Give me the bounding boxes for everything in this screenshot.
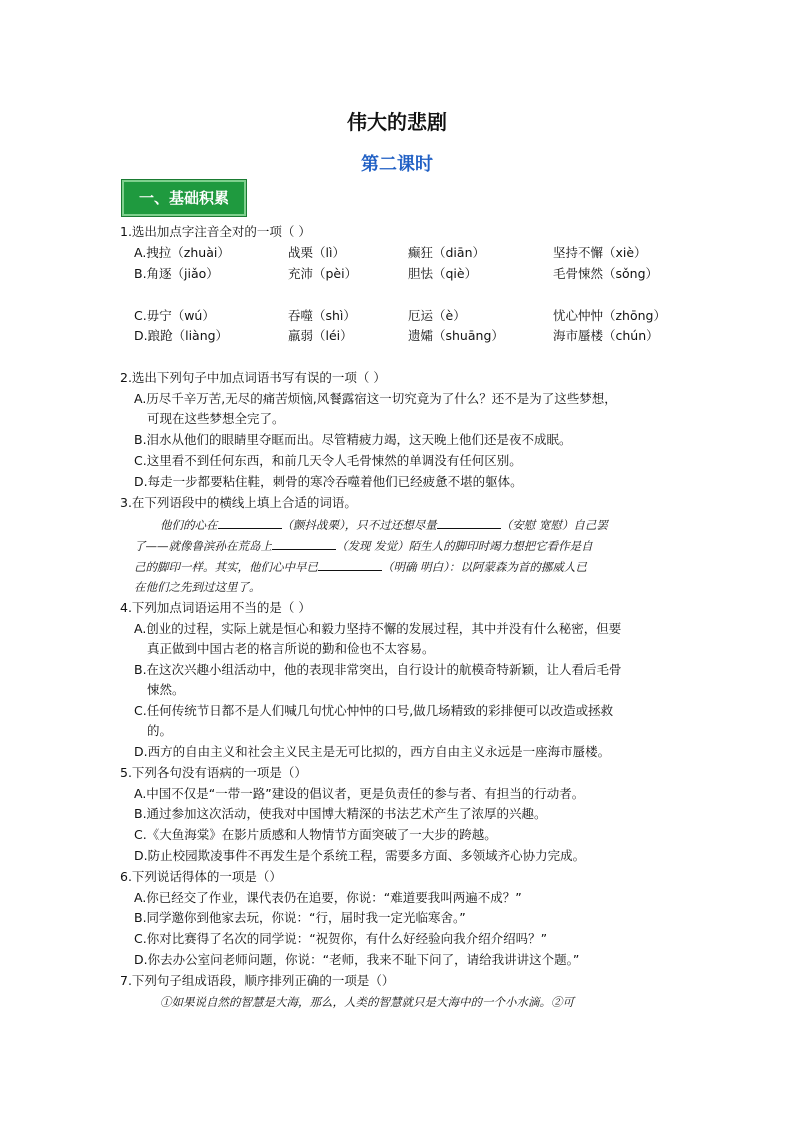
q5-line: B.通过参加这次活动，使我对中国博大精深的书法艺术产生了浓厚的兴趣。 bbox=[134, 806, 547, 821]
q1-option-b1: B.角逐（jiǎo） bbox=[134, 266, 219, 281]
q6-line: A.你已经交了作业，课代表仍在追要，你说：“难道要我叫两遍不成？” bbox=[134, 890, 522, 905]
page-subtitle: 第二课时 bbox=[361, 154, 433, 175]
q5-line: C.《大鱼海棠》在影片质感和人物情节方面突破了一大步的跨越。 bbox=[134, 827, 497, 842]
q1-option-d3: 遗孀（shuāng） bbox=[408, 328, 504, 343]
q4-line: 的。 bbox=[147, 723, 173, 738]
q2-line: A.历尽千辛万苦,无尽的痛苦烦恼,风餐露宿这一切究竟为了什么？还不是为了这些梦想， bbox=[134, 391, 617, 406]
question-1-stem: 1.选出加点字注音全对的一项（ ） bbox=[120, 224, 311, 239]
q1-option-b3: 胆怯（qiè） bbox=[408, 266, 478, 281]
question-4-stem: 4.下列加点词语运用不当的是（ ） bbox=[120, 600, 311, 615]
q1-option-a2: 战栗（lì） bbox=[288, 245, 345, 260]
question-2-stem: 2.选出下列句子中加点词语书写有误的一项（ ） bbox=[120, 370, 386, 385]
q3-blank-4[interactable] bbox=[318, 558, 382, 571]
section-heading: 一、基础积累 bbox=[122, 180, 246, 216]
q1-option-d4: 海市蜃楼（chún） bbox=[553, 328, 659, 343]
q6-line: D.你去办公室问老师问题，你说：“老师，我来不耻下问了，请给我讲讲这个题。” bbox=[134, 952, 580, 967]
q1-option-c3: 厄运（è） bbox=[408, 308, 466, 323]
q7-line: ①如果说自然的智慧是大海，那么，人类的智慧就只是大海中的一个小水滴。②可 bbox=[160, 995, 574, 1009]
q1-option-d1: D.踉跄（liàng） bbox=[134, 328, 229, 343]
question-6-stem: 6.下列说话得体的一项是（） bbox=[120, 869, 282, 884]
q4-line: 真正做到中国古老的格言所说的勤和俭也不太容易。 bbox=[147, 641, 435, 656]
q1-option-c4: 忧心忡忡（zhōng） bbox=[553, 308, 666, 323]
q1-option-d2: 羸弱（léi） bbox=[288, 328, 353, 343]
q2-line: 可现在这些梦想全完了。 bbox=[147, 411, 285, 426]
q6-line: B.同学邀你到他家去玩，你说：“行，届时我一定光临寒舍。” bbox=[134, 910, 466, 925]
page-title: 伟大的悲剧 bbox=[347, 110, 447, 134]
q2-line: B.泪水从他们的眼睛里夺眶而出。尽管精疲力竭，这天晚上他们还是夜不成眠。 bbox=[134, 432, 572, 447]
question-5-stem: 5.下列各句没有语病的一项是（） bbox=[120, 765, 307, 780]
q1-option-c1: C.毋宁（wú） bbox=[134, 308, 215, 323]
q4-line: D.西方的自由主义和社会主义民主是无可比拟的，西方自由主义永远是一座海市蜃楼。 bbox=[134, 744, 611, 759]
q1-option-b4: 毛骨悚然（sǒng） bbox=[553, 266, 659, 281]
q1-option-c2: 吞噬（shì） bbox=[288, 308, 356, 323]
q2-line: D.每走一步都要粘住鞋，刺骨的寒冷吞噬着他们已经疲惫不堪的躯体。 bbox=[134, 474, 523, 489]
q3-blank-2[interactable] bbox=[437, 516, 501, 529]
q3-passage-line-2: 了——就像鲁滨孙在荒岛上 （发现 发觉）陌生人的脚印时竭力想把它看作是自 bbox=[134, 539, 593, 553]
q1-option-b2: 充沛（pèi） bbox=[288, 266, 358, 281]
q1-option-a4: 坚持不懈（xiè） bbox=[553, 245, 647, 260]
q3-blank-1[interactable] bbox=[218, 516, 282, 529]
q5-line: A.中国不仅是“一带一路”建设的倡议者，更是负责任的参与者、有担当的行动者。 bbox=[134, 786, 585, 801]
q3-passage-line-4: 在他们之先到过这里了。 bbox=[134, 580, 261, 594]
question-7-stem: 7.下列句子组成语段，顺序排列正确的一项是（） bbox=[120, 973, 395, 988]
q4-line: C.任何传统节日都不是人们喊几句忧心忡忡的口号,做几场精致的彩排便可以改造或拯救 bbox=[134, 703, 614, 718]
q2-line: C.这里看不到任何东西，和前几天令人毛骨悚然的单调没有任何区别。 bbox=[134, 453, 522, 468]
q4-line: 悚然。 bbox=[147, 682, 185, 697]
q4-line: B.在这次兴趣小组活动中，他的表现非常突出，自行设计的航模奇特新颖，让人看后毛骨 bbox=[134, 662, 622, 677]
q3-blank-3[interactable] bbox=[272, 537, 336, 550]
q4-line: A.创业的过程，实际上就是恒心和毅力坚持不懈的发展过程，其中并没有什么秘密，但要 bbox=[134, 621, 622, 636]
question-3-stem: 3.在下列语段中的横线上填上合适的词语。 bbox=[120, 495, 357, 510]
q5-line: D.防止校园欺凌事件不再发生是个系统工程，需要多方面、多领域齐心协力完成。 bbox=[134, 848, 586, 863]
q1-option-a1: A.拽拉（zhuài） bbox=[134, 245, 230, 260]
q3-passage-line-1: 他们的心在 （颤抖战栗），只不过还想尽量 （安慰 宽慰）自己罢 bbox=[160, 518, 608, 532]
q3-passage-line-3: 己的脚印一样。其实，他们心中早已 （明确 明白）：以阿蒙森为首的挪威人已 bbox=[134, 560, 587, 574]
q6-line: C.你对比赛得了名次的同学说：“祝贺你，有什么好经验向我介绍介绍吗？” bbox=[134, 931, 548, 946]
q1-option-a3: 癫狂（diān） bbox=[408, 245, 485, 260]
